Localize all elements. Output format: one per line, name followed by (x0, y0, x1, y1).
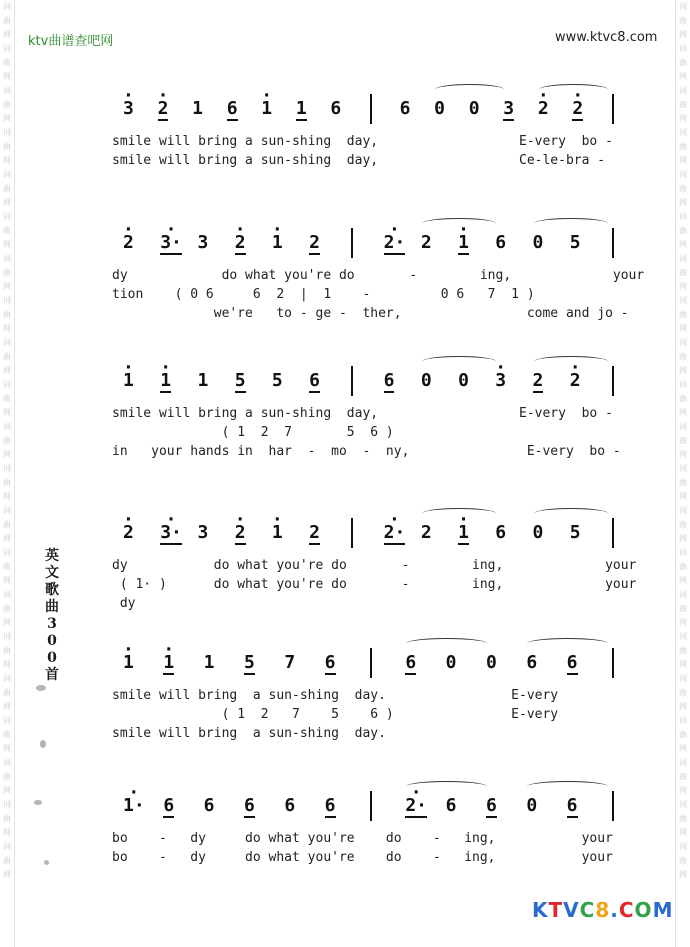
watermark-char: 网 (679, 324, 687, 333)
score-note: 5 (569, 232, 581, 253)
lyric-line: ( 1· ) do what you're do - ing, your (112, 577, 637, 592)
bar-line (370, 648, 372, 678)
score-note: · 2· (384, 522, 406, 545)
score-note: 1 (295, 98, 307, 119)
bar-line (351, 228, 353, 258)
bar-line (370, 94, 372, 124)
watermark-char: 词 (679, 380, 687, 389)
watermark-char: 词 (679, 800, 687, 809)
logo-letter: C (618, 898, 635, 922)
watermark-char: 网 (679, 114, 687, 123)
music-system (0, 652, 690, 688)
watermark-char: 词 (679, 296, 687, 305)
site-url-right: www.ktvc8.com (555, 30, 658, 45)
watermark-char: 词 (3, 632, 11, 641)
watermark-char: 词 (3, 254, 11, 263)
lyric-line: dy (112, 596, 136, 611)
score-note: · 1 (458, 522, 469, 545)
logo-letter: 8 (595, 898, 611, 922)
lyric-line: smile will bring a sun-shing day, E-very bo - (112, 406, 613, 421)
score-note: 0 (458, 370, 469, 391)
score-note: · 2 (158, 98, 169, 121)
watermark-char: 曲 (679, 394, 687, 403)
watermark-char: 网 (3, 156, 11, 165)
watermark-char: 词 (3, 86, 11, 95)
score-note: 6 (566, 795, 578, 816)
logo-letter: T (548, 898, 564, 922)
score-note: · 2· (384, 232, 406, 255)
watermark-char: 网 (3, 744, 11, 753)
lyric-line: in your hands in har - mo - ny, E-very bo - (112, 444, 621, 459)
watermark-char: 网 (679, 702, 687, 711)
score-note: 6 (203, 795, 215, 816)
watermark-char: 词 (3, 44, 11, 53)
score-note: · 1 (261, 98, 272, 119)
score-note: · 2 (123, 232, 134, 253)
bar-line (612, 228, 614, 258)
score-note: · 1 (160, 370, 171, 393)
watermark-char: 词 (3, 674, 11, 683)
watermark-char: 网 (679, 198, 687, 207)
slur-arc (422, 218, 496, 229)
watermark-char: 词 (3, 128, 11, 137)
score-note: · 1 (272, 522, 283, 543)
watermark-char: 网 (3, 30, 11, 39)
score-note: 3 (503, 98, 515, 119)
scan-speck (36, 685, 46, 691)
watermark-char: 网 (679, 576, 687, 585)
score-note: · 1 (163, 652, 174, 675)
watermark-char: 词 (679, 2, 687, 11)
scan-speck (40, 740, 46, 748)
watermark-char: 网 (3, 366, 11, 375)
music-system (0, 370, 690, 406)
lyric-line: bo - dy do what you're do - ing, your (112, 850, 613, 865)
score-note: 6 (383, 370, 395, 391)
score-note: 6 (486, 795, 497, 816)
watermark-char: 曲 (3, 268, 11, 277)
score-note: 6 (330, 98, 342, 119)
watermark-char: 曲 (679, 646, 687, 655)
score-note: 6 (324, 795, 336, 816)
watermark-char: 曲 (679, 478, 687, 487)
watermark-char: 曲 (679, 16, 687, 25)
music-system (0, 98, 690, 134)
watermark-char: 曲 (679, 268, 687, 277)
watermark-char: 曲 (3, 310, 11, 319)
music-system (0, 795, 690, 831)
watermark-char: 词 (3, 758, 11, 767)
score-note: · 3· (160, 232, 182, 255)
watermark-char: 网 (3, 786, 11, 795)
logo-letter: . (610, 898, 619, 922)
watermark-char: 词 (679, 86, 687, 95)
watermark-char: 曲 (3, 856, 11, 865)
watermark-char: 曲 (3, 646, 11, 655)
book-title-char: 英 (45, 548, 59, 564)
bar-line (612, 518, 614, 548)
watermark-char: 曲 (679, 310, 687, 319)
score-note: 6 (226, 98, 238, 119)
score-note: 1 (192, 98, 203, 119)
scan-speck (44, 860, 49, 865)
watermark-char: 词 (3, 464, 11, 473)
lyric-line: ( 1 2 7 5 6 ) E-very (112, 707, 559, 722)
score-note: 1 (197, 370, 209, 391)
watermark-char: 网 (3, 240, 11, 249)
watermark-char: 网 (3, 450, 11, 459)
score-note: 2 (420, 232, 432, 253)
watermark-char: 网 (679, 492, 687, 501)
watermark-char: 词 (3, 506, 11, 515)
watermark-char: 网 (3, 72, 11, 81)
watermark-char: 词 (3, 716, 11, 725)
watermark-char: 网 (3, 198, 11, 207)
watermark-char: 词 (679, 758, 687, 767)
watermark-char: 网 (3, 282, 11, 291)
score-note: 6 (324, 652, 336, 673)
score-note: 6 (495, 232, 507, 253)
watermark-char: 词 (3, 842, 11, 851)
score-note: · 2 (572, 98, 583, 121)
score-note: 7 (284, 652, 296, 673)
watermark-char: 网 (3, 618, 11, 627)
watermark-char: 网 (679, 870, 687, 879)
score-note: 6 (163, 795, 175, 816)
watermark-char: 曲 (3, 352, 11, 361)
watermark-char: 曲 (679, 100, 687, 109)
watermark-char: 词 (3, 212, 11, 221)
watermark-char: 曲 (3, 16, 11, 25)
watermark-char: 词 (3, 422, 11, 431)
watermark-char: 曲 (3, 142, 11, 151)
score-note: 2 (309, 522, 320, 543)
bar-line (370, 791, 372, 821)
watermark-char: 词 (3, 296, 11, 305)
watermark-char: 词 (679, 338, 687, 347)
watermark-char: 网 (679, 534, 687, 543)
watermark-char: 网 (3, 576, 11, 585)
watermark-char: 曲 (679, 436, 687, 445)
watermark-char: 词 (3, 338, 11, 347)
watermark-char: 曲 (3, 226, 11, 235)
score-note: 0 (526, 795, 538, 816)
watermark-char: 网 (679, 828, 687, 837)
lyric-line: bo - dy do what you're do - ing, your (112, 831, 613, 846)
watermark-char: 曲 (679, 562, 687, 571)
score-note: · 1 (272, 232, 283, 253)
score-note: 0 (486, 652, 497, 673)
score-note: · 2 (235, 522, 246, 545)
book-title-char: 歌 (45, 582, 59, 598)
score-note: 0 (532, 522, 544, 543)
watermark-char: 网 (3, 702, 11, 711)
watermark-char: 词 (679, 506, 687, 515)
watermark-char: 曲 (679, 772, 687, 781)
watermark-char: 曲 (3, 562, 11, 571)
watermark-char: 网 (3, 828, 11, 837)
watermark-char: 词 (3, 800, 11, 809)
score-note: 6 (284, 795, 296, 816)
score-note: · 3 (495, 370, 506, 391)
watermark-char: 网 (679, 156, 687, 165)
bar-line (612, 648, 614, 678)
score-note: 1 (203, 652, 215, 673)
score-note: 6 (495, 522, 507, 543)
score-note: · 2· (405, 795, 427, 818)
watermark-char: 网 (3, 870, 11, 879)
watermark-char: 曲 (679, 142, 687, 151)
lyric-line: dy do what you're do - ing, your (112, 268, 645, 283)
watermark-char: 曲 (3, 520, 11, 529)
watermark-char: 曲 (679, 814, 687, 823)
watermark-char: 网 (679, 30, 687, 39)
watermark-char: 词 (679, 128, 687, 137)
watermark-char: 曲 (679, 520, 687, 529)
score-note: · 2 (123, 522, 134, 543)
score-note: 6 (244, 795, 255, 816)
slur-arc (422, 508, 496, 519)
lyric-line: smile will bring a sun-shing day, Ce-le-bra - (112, 153, 606, 168)
watermark-char: 词 (679, 464, 687, 473)
score-note: 0 (468, 98, 480, 119)
lyric-line: dy do what you're do - ing, your (112, 558, 637, 573)
scan-speck (34, 800, 42, 805)
watermark-char: 词 (679, 548, 687, 557)
lyric-line: smile will bring a sun-shing day. (112, 726, 386, 741)
watermark-char: 词 (3, 590, 11, 599)
watermark-char: 词 (3, 548, 11, 557)
score-note: 6 (566, 652, 578, 673)
logo-letter: K (532, 898, 549, 922)
score-note: · 1 (458, 232, 469, 255)
score-note: 5 (234, 370, 246, 391)
bar-line (612, 791, 614, 821)
watermark-char: 网 (3, 324, 11, 333)
bar-line (351, 518, 353, 548)
watermark-char: 曲 (679, 604, 687, 613)
book-title-char: 首 (45, 667, 59, 683)
watermark-char: 曲 (3, 814, 11, 823)
slur-arc (406, 638, 487, 649)
watermark-char: 词 (3, 2, 11, 11)
watermark-char: 曲 (679, 352, 687, 361)
watermark-char: 网 (3, 408, 11, 417)
slur-arc (539, 84, 608, 95)
score-note: · 2 (570, 370, 581, 391)
watermark-char: 曲 (3, 58, 11, 67)
score-note: 2 (309, 232, 320, 253)
watermark-char: 网 (679, 240, 687, 249)
score-note: · 1 (123, 652, 134, 673)
slur-arc (422, 356, 496, 367)
watermark-char: 网 (679, 72, 687, 81)
watermark-char: 网 (679, 618, 687, 627)
score-note: 0 (420, 370, 432, 391)
book-title-char: 0 (47, 633, 57, 649)
watermark-char: 词 (679, 632, 687, 641)
score-note: · 3· (160, 522, 182, 545)
watermark-char: 词 (3, 380, 11, 389)
logo-letter: M (652, 898, 674, 922)
slur-arc (435, 84, 504, 95)
score-note: 0 (445, 652, 457, 673)
watermark-char: 曲 (679, 184, 687, 193)
watermark-char: 曲 (679, 688, 687, 697)
watermark-char: 词 (3, 170, 11, 179)
watermark-char: 曲 (679, 730, 687, 739)
watermark-char: 网 (679, 786, 687, 795)
watermark-char: 词 (679, 254, 687, 263)
score-note: 3 (197, 522, 209, 543)
watermark-char: 词 (679, 590, 687, 599)
bar-line (351, 366, 353, 396)
watermark-char: 曲 (3, 772, 11, 781)
score-note: 5 (569, 522, 581, 543)
watermark-char: 网 (3, 660, 11, 669)
score-note: 6 (405, 652, 417, 673)
watermark-char: 曲 (679, 856, 687, 865)
watermark-char: 网 (3, 492, 11, 501)
watermark-char: 曲 (3, 436, 11, 445)
lyric-line: ( 1 2 7 5 6 ) (112, 425, 394, 440)
watermark-char: 曲 (3, 100, 11, 109)
lyric-line: we're to - ge - ther, come and jo - (112, 306, 629, 321)
slur-arc (534, 356, 608, 367)
watermark-char: 网 (679, 744, 687, 753)
slur-arc (534, 218, 608, 229)
watermark-char: 曲 (679, 226, 687, 235)
lyric-line: smile will bring a sun-shing day, E-very bo - (112, 134, 613, 149)
watermark-char: 网 (679, 282, 687, 291)
score-note: · 2 (235, 232, 246, 255)
watermark-char: 网 (3, 114, 11, 123)
slur-arc (527, 781, 608, 792)
music-system (0, 522, 690, 558)
ktvc8-logo (532, 898, 673, 922)
book-title-char: 曲 (45, 599, 59, 615)
watermark-char: 网 (679, 450, 687, 459)
watermark-char: 网 (679, 366, 687, 375)
site-name-left: ktv曲谱查吧网 (28, 34, 114, 49)
score-note: 0 (434, 98, 445, 119)
bar-line (612, 366, 614, 396)
watermark-char: 曲 (3, 184, 11, 193)
watermark-char: 词 (679, 422, 687, 431)
slur-arc (406, 781, 487, 792)
score-note: 3 (197, 232, 209, 253)
watermark-char: 曲 (3, 688, 11, 697)
score-note: · 1· (123, 795, 145, 816)
watermark-char: 词 (679, 212, 687, 221)
book-title-char: 3 (47, 616, 57, 632)
score-note: · 1 (123, 370, 134, 391)
score-note: · 2 (538, 98, 549, 119)
book-title-char: 文 (45, 565, 59, 581)
logo-letter: O (634, 898, 653, 922)
lyric-line: tion ( 0 6 6 2 | 1 - 0 6 7 1 ) (112, 287, 535, 302)
slur-arc (527, 638, 608, 649)
score-note: 6 (445, 795, 457, 816)
watermark-char: 曲 (3, 394, 11, 403)
score-note: 6 (309, 370, 320, 391)
lyric-line: smile will bring a sun-shing day. E-very (112, 688, 559, 703)
watermark-char: 词 (679, 674, 687, 683)
watermark-char: 网 (679, 660, 687, 669)
score-note: 5 (244, 652, 255, 673)
watermark-char: 曲 (3, 730, 11, 739)
watermark-char: 词 (679, 44, 687, 53)
score-note: · 3 (123, 98, 134, 119)
logo-letter: V (563, 898, 580, 922)
score-note: 0 (532, 232, 544, 253)
watermark-char: 网 (3, 534, 11, 543)
watermark-char: 词 (679, 842, 687, 851)
watermark-char: 曲 (3, 604, 11, 613)
book-title-char: 0 (47, 650, 57, 666)
logo-letter: C (579, 898, 596, 922)
score-note: 6 (526, 652, 538, 673)
watermark-char: 曲 (3, 478, 11, 487)
watermark-char: 曲 (679, 58, 687, 67)
music-system (0, 232, 690, 268)
slur-arc (534, 508, 608, 519)
watermark-char: 词 (679, 170, 687, 179)
bar-line (612, 94, 614, 124)
score-note: 5 (271, 370, 283, 391)
score-note: 6 (399, 98, 411, 119)
score-note: 2 (420, 522, 432, 543)
watermark-char: 网 (679, 408, 687, 417)
score-note: 2 (532, 370, 544, 391)
watermark-char: 词 (679, 716, 687, 725)
